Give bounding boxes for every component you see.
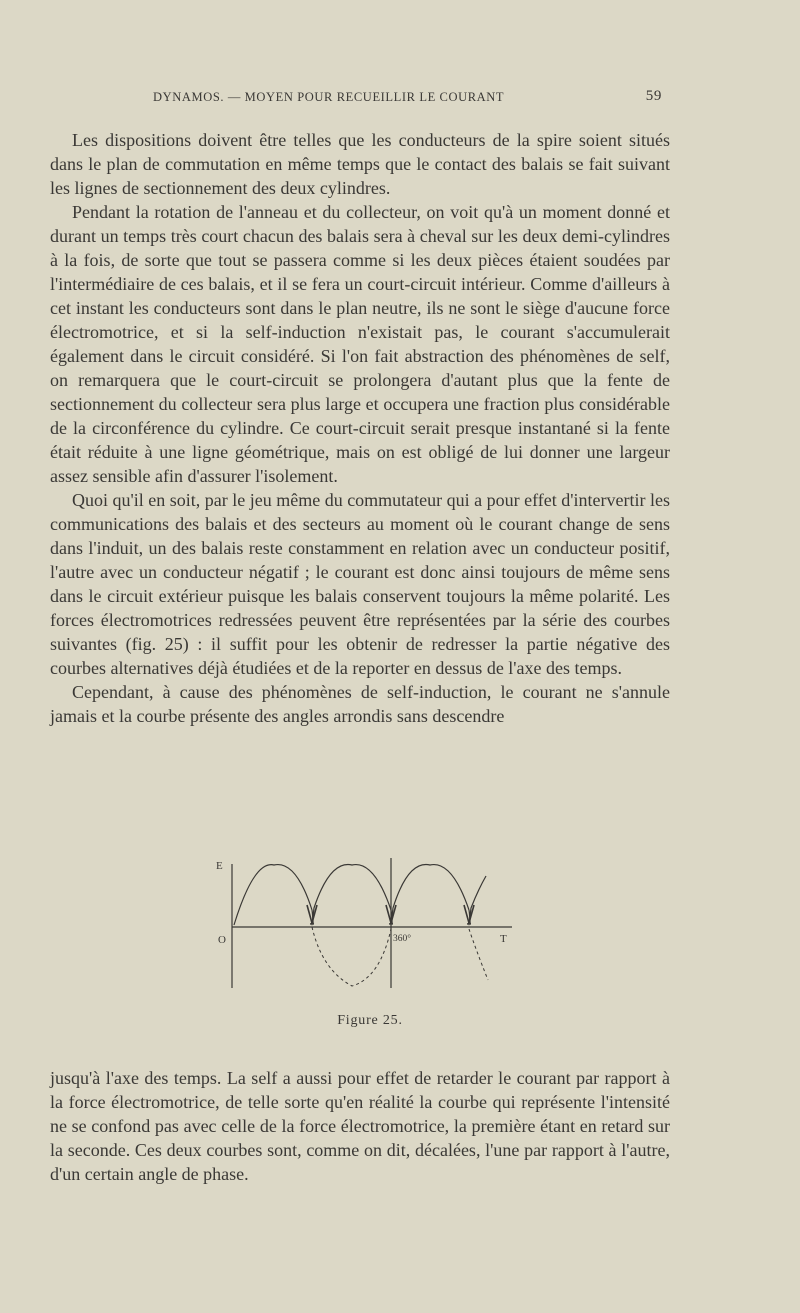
paragraph: Cependant, à cause des phénomènes de self-induction, le courant ne s'annule jamais et la courbe présente des angles arrondis sans descendre <box>50 682 670 726</box>
rectified-arch-3 <box>389 865 469 924</box>
rectified-arch-4 <box>467 876 486 924</box>
figure-caption: Figure 25. <box>337 1013 403 1028</box>
text-block-upper <box>50 128 670 728</box>
label-360-degrees: 360° <box>393 934 412 944</box>
paragraph: Les dispositions doivent être telles que les conducteurs de la spire soient situés dans le plan de commutation en même temps que le contact des balais se fait suivant les lignes de sectionnement des deux cylindres. <box>50 130 670 198</box>
label-o: O <box>218 934 226 946</box>
label-t: T <box>500 933 507 945</box>
paragraph: Pendant la rotation de l'anneau et du collecteur, on voit qu'à un moment donné et durant un temps très court chacun des balais sera à cheval sur les deux demi-cylindres à la fois, de sorte que tout se passera comme si les deux pièces étaient soudées par l'intermédiaire de ces balais, et il se fera un court-circuit intérieur. Comme d'ailleurs à cet instant les conducteurs sont dans le plan neutre, ils ne sont le siège d'aucune force électromotrice, et si la self-induction n'existait pas, le courant s'accumulerait également dans le circuit considéré. Si l'on fait abstraction des phénomènes de self, on remarquera que le court-circuit se prolongera d'autant plus que la fente de sectionnement du collecteur sera plus large et occupera une fraction plus considérable de la circonférence du cylindre. Ce court-circuit serait presque instantané si la fente était réduite à une ligne géométrique, mais on est obligé de lui donner une largeur assez sensible afin d'assurer l'isolement. <box>50 202 670 486</box>
rectified-arch-1 <box>234 865 312 925</box>
page-number: 59 <box>645 88 662 104</box>
running-head <box>50 88 662 110</box>
rectified-emf-diagram <box>210 850 520 1000</box>
rectified-arch-2 <box>310 865 391 924</box>
paragraph: Quoi qu'il en soit, par le jeu même du commutateur qui a pour effet d'intervertir les communications des balais et des secteurs au moment où le courant change de sens dans l'induit, un des balais reste constamment en relation avec un conducteur positif, l'autre avec un conducteur négatif ; le courant est donc ainsi toujours de même sens dans le circuit extérieur puisque les balais conservent toujours la même polarité. Les forces électromotrices redressées peuvent être représentées par la série des courbes suivantes (fig. 25) : il suffit pour les obtenir de redresser la partie négative des courbes alternatives déjà étudiées et de la reporter en dessus de l'axe des temps. <box>50 490 670 678</box>
original-negative-half <box>312 927 391 986</box>
figure-25 <box>210 850 520 1000</box>
original-negative-half-2 <box>469 929 488 980</box>
running-head-title: DYNAMOS. — MOYEN POUR RECUEILLIR LE COURANT <box>153 90 505 104</box>
paragraph: jusqu'à l'axe des temps. La self a aussi pour effet de retarder le courant par rapport à la force électromotrice, de telle sorte qu'en réalité la courbe qui représente l'intensité ne se confond pas avec celle de la force électromotrice, la première étant en retard sur la seconde. Ces deux courbes sont, comme on dit, décalées, l'une par rapport à l'autre, d'un certain angle de phase. <box>50 1068 670 1184</box>
text-block-lower <box>50 1066 670 1186</box>
label-e: E <box>216 860 223 872</box>
